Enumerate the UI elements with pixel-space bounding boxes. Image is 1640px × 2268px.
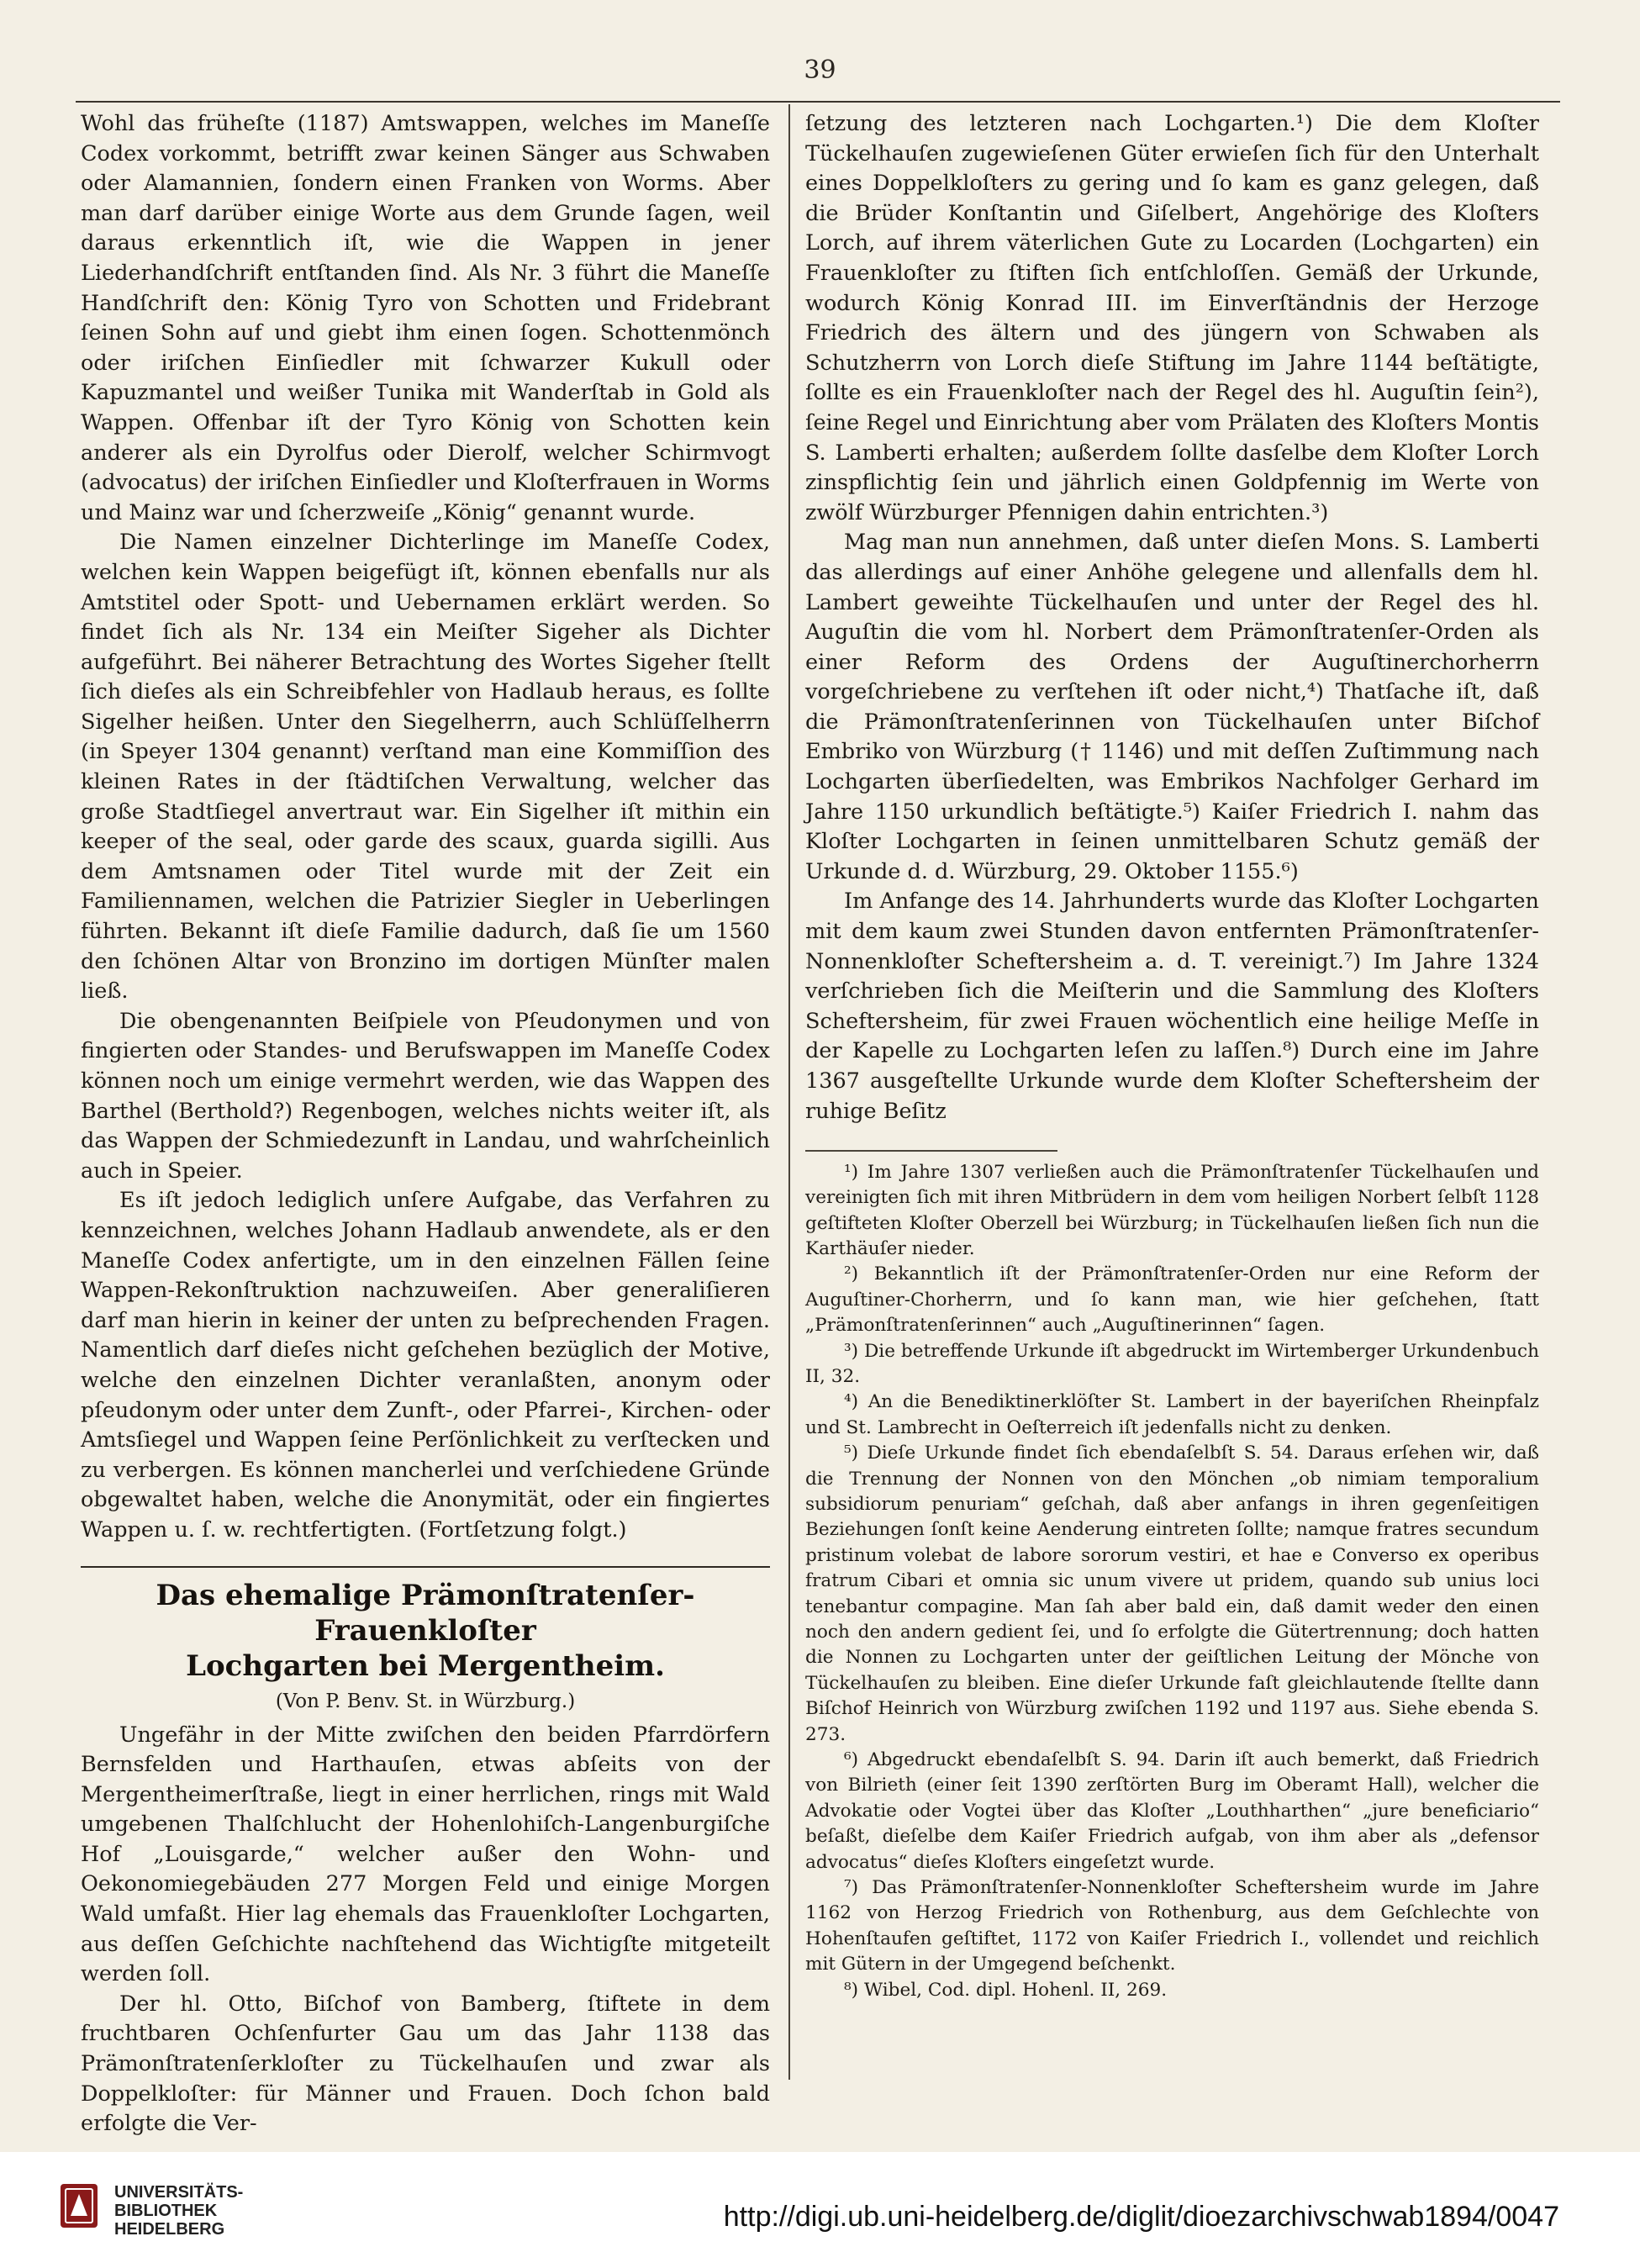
footnote: ⁷) Das Prämonſtratenſer-Nonnenkloſter Scheftersheim wurde im Jahre 1162 von Herzog Friedrich von Rothenburg, aus dem Geſchlechte von Hohenſtaufen geſtiftet, 1172 von Kaiſer Friedrich I., vollendet und reichlich mit Gütern in der Umgegend beſchenkt. [805,1877,1539,1975]
paragraph: Die Namen einzelner Dichterlinge im Maneſſe Codex, welchen kein Wappen beigefügt iſt, können ebenfalls nur als Amtstitel oder Spott- und Uebernamen erklärt werden. So findet ſich als Nr. 134 ein Meiſter Sigeher als Dichter aufgeführt. Bei näherer Betrachtung des Wortes Sigeher ſtellt ſich dieſes als ein Schreibfehler von Hadlaub heraus, es ſollte Sigelher heißen. Unter den Siegelherrn, auch Schlüſſelherrn (in Speyer 1304 genannt) verſtand man eine Kommiſſion des kleinen Rates in der ſtädtiſchen Verwaltung, welcher das große Stadtſiegel anvertraut war. Ein Sigelher iſt mithin ein keeper of the seal, oder garde des scaux, guarda sigilli. Aus dem Amtsnamen oder Titel wurde mit der Zeit ein Familiennamen, welchen die Patrizier Siegler in Ueberlingen führten. Bekannt iſt dieſe Familie dadurch, daß ſie um 1560 den ſchönen Altar von Bronzino im dortigen Münſter malen ließ. [81,530,770,1005]
paragraph: Im Anfange des 14. Jahrhunderts wurde das Kloſter Lochgarten mit dem kaum zwei Stunden davon entfernten Prämonſtratenſer-Nonnenkloſter Scheftersheim a. d. T. vereinigt.⁷) Im Jahre 1324 verſchrieben ſich die Meiſterin und die Sammlung des Kloſters Scheftersheim, für zwei Frauen wöchentlich eine heilige Meſſe in der Kapelle zu Lochgarten leſen zu laſſen.⁸) Durch eine im Jahre 1367 ausgeſtellte Urkunde wurde dem Kloſter Scheftersheim der ruhige Beſitz [805,889,1539,1124]
paragraph: Mag man nun annehmen, daß unter dieſen Mons. S. Lamberti das allerdings auf einer Anhöhe gelegene und allenfalls dem hl. Lambert geweihte Tückelhauſen und unter der Regel des hl. Auguſtin die vom hl. Norbert dem Prämonſtratenſer-Orden als einer Reform des Ordens der Auguſtinerchorherrn vorgeſchriebene zu verſtehen iſt oder nicht,⁴) Thatſache iſt, daß die Prämonſtratenſerinnen von Tückelhauſen unter Biſchof Embriko von Würzburg († 1146) und mit deſſen Zuſtimmung nach Lochgarten überſiedelten, was Embrikos Nachfolger Gerhard im Jahre 1150 urkundlich beſtätigte.⁵) Kaiſer Friedrich I. nahm das Kloſter Lochgarten in ſeinen unmittelbaren Schutz gemäß der Urkunde d. d. Würzburg, 29. Oktober 1155.⁶) [805,530,1539,884]
university-seal-icon [59,2182,99,2229]
footnote: ¹) Im Jahre 1307 verließen auch die Prämonſtratenſer Tückelhauſen und vereinigten ſich mit ihren Mitbrüdern in dem vom heiligen Norbert ſelbſt 1128 geſtifteten Kloſter Oberzell bei Würzburg; in Tückelhauſen ließen ſich nun die Karthäuſer nieder. [805,1161,1539,1259]
article-heading [81,1566,770,1716]
paragraph: Ungefähr in der Mitte zwiſchen den beiden Pfarrdörfern Bernsfelden und Harthauſen, etwas abſeits von der Mergentheimerſtraße, liegt in einer herrlichen, rings mit Wald umgebenen Thalſchlucht der Hohenlohiſch-Langenburgiſche Hof „Louisgarde,“ welcher außer den Wohn- und Oekonomiegebäuden 277 Morgen Feld und einige Morgen Wald umfaßt. Hier lag ehemals das Frauenkloſter Lochgarten, aus deſſen Geſchichte nachſtehend das Wichtigſte mitgeteilt werden ſoll. [81,1722,770,1987]
paragraph: Wohl das früheſte (1187) Amtswappen, welches im Maneſſe Codex vorkommt, betrifft zwar keinen Sänger aus Schwaben oder Alamannien, ſondern einen Franken von Worms. Aber man darf darüber einige Worte aus dem Grunde ſagen, weil daraus erkenntlich iſt, wie die Wappen in jener Liederhandſchrift entſtanden ſind. Als Nr. 3 führt die Maneſſe Handſchrift den: König Tyro von Schotten und Fridebrant ſeinen Sohn auf und giebt ihm einen ſogen. Schottenmönch oder iriſchen Einſiedler mit ſchwarzer Kukull oder Kapuzmantel und weißer Tunika mit Wanderſtab in Gold als Wappen. Offenbar iſt der Tyro König von Schotten kein anderer als ein Dyrolfus oder Dierolf, welcher Schirmvogt (advocatus) der iriſchen Einſiedler und Kloſterfrauen in Worms und Mainz war und ſcherzweiſe „König“ genannt wurde. [81,111,770,525]
article-byline: (Von P. Benv. St. in Würzburg.) [275,1690,576,1712]
footnote: ³) Die betreffende Urkunde iſt abgedruckt im Wirtemberger Urkundenbuch II, 32. [805,1340,1539,1387]
library-logo-text [114,2183,243,2239]
paragraph: Die obengenannten Beiſpiele von Pſeudonymen und von fingierten oder Standes- und Berufswappen im Maneſſe Codex können noch um einige vermehrt werden, wie das Wappen des Barthel (Berthold?) Regenbogen, welches nichts weiter iſt, als das Wappen der Schmiedezunft in Landau, und wahrſcheinlich auch in Speier. [81,1008,770,1184]
paragraph: Der hl. Otto, Biſchof von Bamberg, ſtiftete in dem fruchtbaren Ochſenfurter Gau um das Jahr 1138 das Prämonſtratenſerkloſter zu Tückelhauſen und zwar als Doppelkloſter: für Männer und Frauen. Doch ſchon bald erfolgte die Ver- [81,1991,770,2137]
footnote: ⁶) Abgedruckt ebendaſelbſt S. 94. Darin iſt auch bemerkt, daß Friedrich von Bilrieth (einer ſeit 1390 zerſtörten Burg im Oberamt Hall), welcher die Advokatie oder Vogtei über das Kloſter „Louthharthen“ „jure beneficiario“ beſaßt, dieſelbe dem Kaiſer Friedrich aufgab, von ihm aber als „defensor advocatus“ dieſes Kloſters eingeſetzt wurde. [805,1749,1539,1873]
paragraph: ſetzung des letzteren nach Lochgarten.¹) Die dem Kloſter Tückelhauſen zugewieſenen Güter erwieſen ſich für den Unterhalt eines Doppelkloſters zu gering und ſo kam es ganz gelegen, daß die Brüder Konſtantin und Giſelbert, Angehörige des Kloſters Lorch, auf ihrem väterlichen Gute zu Locarden (Lochgarten) ein Frauenkloſter zu ſtiften ſich entſchloſſen. Gemäß der Urkunde, wodurch König Konrad III. im Einverſtändnis der Herzoge Friedrich des ältern und des jüngern von Schwaben als Schutzherrn von Lorch dieſe Stiftung im Jahre 1144 beſtätigte, ſollte es ein Frauenkloſter nach der Regel des hl. Auguſtin ſein²), ſeine Regel und Einrichtung aber vom Prälaten des Kloſters Montis S. Lamberti erhalten; außerdem ſollte dasſelbe dem Kloſter Lorch zinspflichtig ſein und jährlich einen Goldpfennig im Werte von zwölf Würzburger Pfennigen dahin entrichten.³) [805,111,1539,525]
library-name-line: BIBLIOTHEK [114,2202,218,2220]
footnote: ⁴) An die Benediktinerklöſter St. Lambert in der bayeriſchen Rheinpfalz und St. Lambrecht in Oeſterreich iſt jedenfalls nicht zu denken. [805,1391,1539,1438]
article-title-line-1: Das ehemalige Prämonſtratenſer-Frauenkloſter [156,1578,695,1648]
footnotes [805,1150,1539,2003]
library-name-line: UNIVERSITÄTS- [114,2183,244,2202]
heading-rule [81,1566,770,1568]
footnote: ⁸) Wibel, Cod. dipl. Hohenl. II, 269. [844,1979,1168,2001]
article-title-line-2: Lochgarten bei Mergentheim. [186,1648,665,1683]
header-rule [76,101,1560,103]
right-column [805,109,1539,2003]
footnote-rule [805,1150,1057,1152]
footnote: ⁵) Dieſe Urkunde findet ſich ebendaſelbſt S. 54. Daraus erſehen wir, daß die Trennung der Nonnen von den Mönchen „ob nimiam temporalium subsidiorum penuriam“ geſchah, daß aber anfangs in ihren gegenſeitigen Beziehungen ſonſt keine Aenderung eintreten ſollte; namque fratres secundum pristinum volebat de labore sororum vestiri, et hae e Converso ex operibus fratrum Cibari et omnia sic unum vivere ut pridem, quando sub unius loci tenebantur compagine. Man ſah aber bald ein, daß damit weder den einen noch den andern gedient ſei, und ſo erfolgte die Gütertrennung; doch hatten die Nonnen zu Lochgarten unter der geiſtlichen Leitung der Mönche von Tückelhauſen zu bleiben. Eine dieſer Urkunde faſt gleichlautende ſtellte dann Biſchof Heinrich von Würzburg zwiſchen 1192 und 1197 aus. Siehe ebenda S. 273. [805,1443,1539,1745]
left-column [81,109,770,2139]
page-number: 39 [804,55,836,85]
footnote: ²) Bekanntlich iſt der Prämonſtratenſer-Orden nur eine Reform der Auguſtiner-Chorherrn, und ſo kann man, wie hier geſchehen, ſtatt „Prämonſtratenſerinnen“ auch „Auguſtinerinnen“ ſagen. [805,1263,1539,1337]
source-url-link[interactable]: http://digi.ub.uni-heidelberg.de/diglit/dioezarchivschwab1894/0047 [723,2201,1559,2233]
paragraph: Es iſt jedoch lediglich unſere Aufgabe, das Verfahren zu kennzeichnen, welches Johann Hadlaub anwendete, als er den Maneſſe Codex anfertigte, um in den einzelnen Fällen ſeine Wappen-Rekonſtruktion nachzuweiſen. Aber generaliſieren darf man hierin in keiner der unten zu beſprechenden Fragen. Namentlich darf dieſes nicht geſchehen bezüglich der Motive, welche den einzelnen Dichter veranlaßten, anonym oder pſeudonym oder unter dem Zunft-, oder Pfarrei-, Kirchen- oder Amtsſiegel und Wappen ſeine Perſönlichkeit zu verſtecken und zu verbergen. Es können mancherlei und verſchiedene Gründe obgewaltet haben, welche die Anonymität, oder ein fingiertes Wappen u. ſ. w. rechtfertigten. (Fortſetzung folgt.) [81,1188,770,1543]
column-divider [788,104,790,2080]
library-name-line: HEIDELBERG [114,2220,225,2239]
